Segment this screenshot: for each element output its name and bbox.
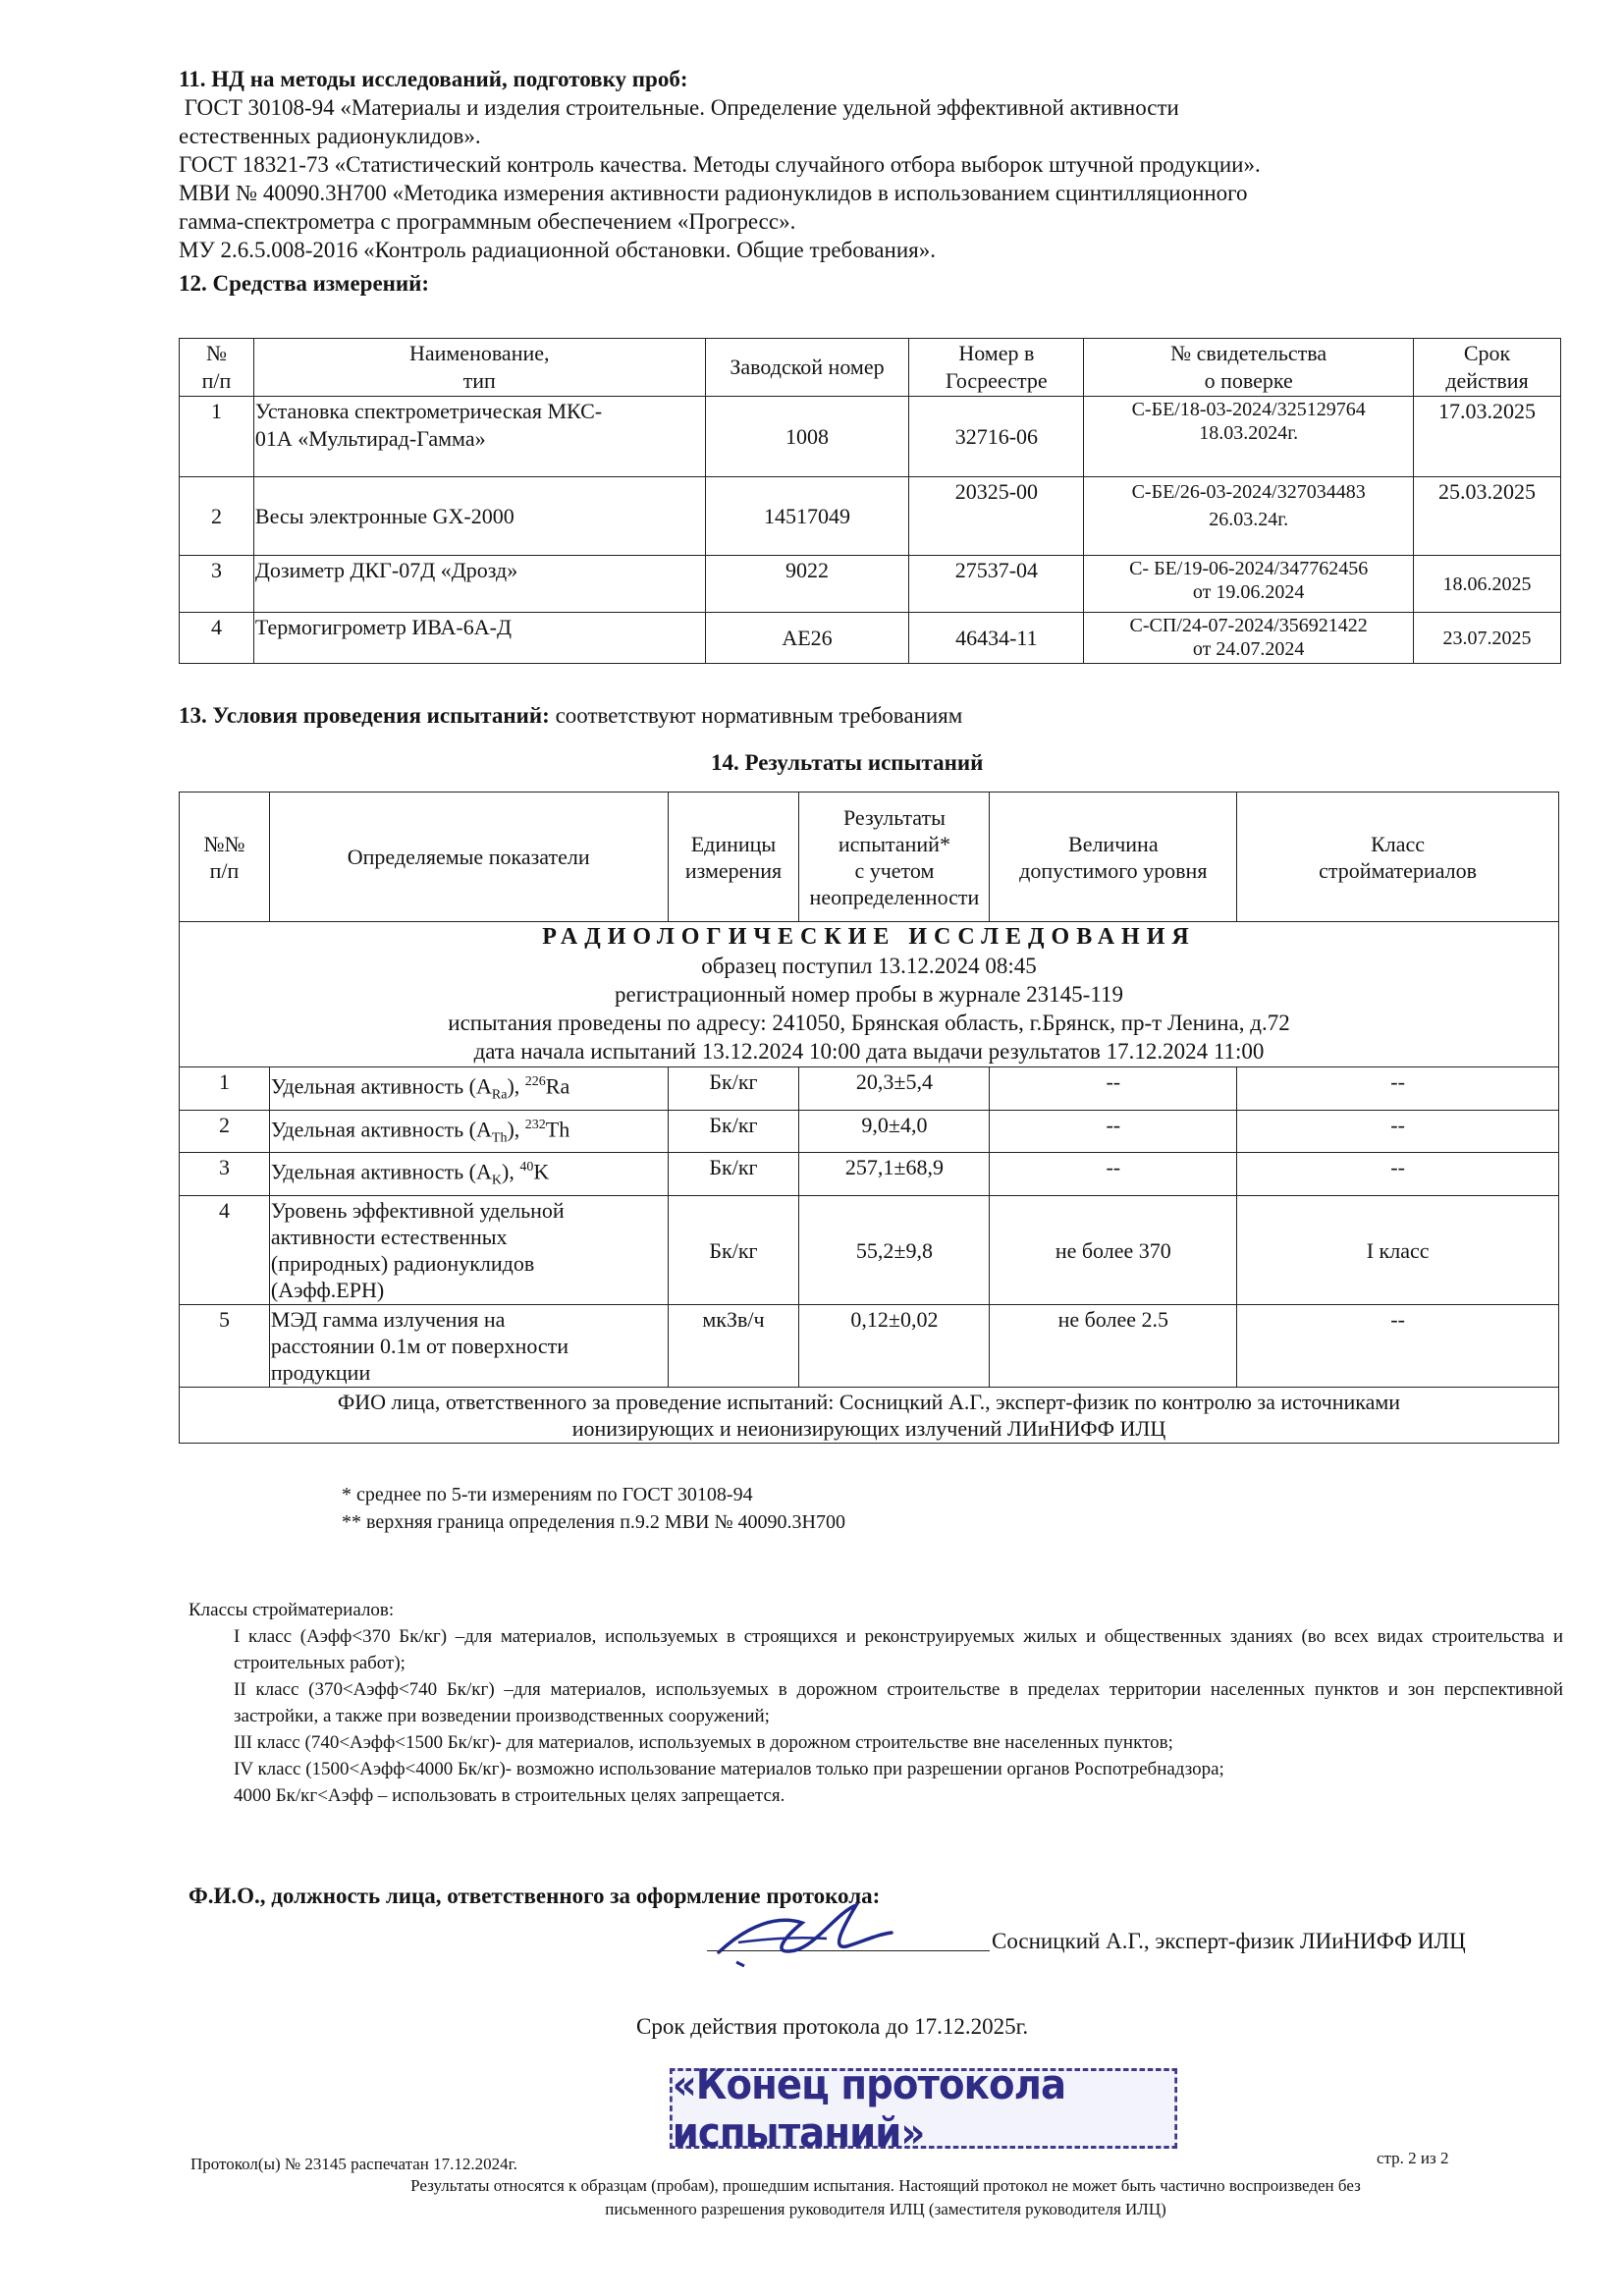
table-row: [180, 477, 1561, 556]
block-line: регистрационный номер пробы в журнале 23145-119: [614, 982, 1123, 1007]
cell-result: 257,1±68,9: [799, 1153, 990, 1196]
cell-limit: --: [990, 1153, 1237, 1196]
footer-disclaimer: [247, 2174, 1524, 2221]
col-header-result: Результаты испытаний* с учетом неопределенности: [799, 793, 990, 922]
col-header-limit: Величина допустимого уровня: [990, 793, 1237, 922]
cell-indicator: МЭД гамма излучения на расстоянии 0.1м от поверхности продукции: [269, 1305, 668, 1388]
table-row: [180, 1153, 1559, 1196]
class-item: III класс (740<Аэфф<1500 Бк/кг)- для материалов, используемых в дорожном строительстве вне населенных пунктов;: [234, 1732, 1173, 1753]
section-13-text: соответствуют нормативным требованиям: [549, 703, 963, 728]
section-12-heading: 12. Средства измерений:: [179, 271, 430, 296]
material-classes: [189, 1597, 1563, 1809]
footnotes: [342, 1481, 845, 1536]
norm-line: гамма-спектрометра с программным обеспечением «Прогресс».: [179, 209, 796, 234]
col-header-indicator: Определяемые показатели: [269, 793, 668, 922]
class-item: IV класс (1500<Аэфф<4000 Бк/кг)- возможно использование материалов только при разрешении органов Роспотребнадзора;: [234, 1759, 1224, 1779]
cell-limit: не более 2.5: [990, 1305, 1237, 1388]
responsible-row: [180, 1388, 1559, 1444]
section-14-heading: 14. Результаты испытаний: [711, 750, 984, 775]
block-line: дата начала испытаний 13.12.2024 10:00 дата выдачи результатов 17.12.2024 11:00: [473, 1039, 1265, 1064]
cell-indicator: Удельная активность $(A_{Ra})$, $^{226}$Ra: [269, 1067, 668, 1111]
cell-certificate: С-БЕ/26-03-2024/327034483 26.03.24г.: [1084, 477, 1414, 556]
section-13-heading: 13. Условия проведения испытаний:: [179, 703, 550, 728]
table-row: [180, 556, 1561, 613]
cell-serial: АЕ26: [705, 613, 909, 664]
norm-line: МУ 2.6.5.008-2016 «Контроль радиационной обстановки. Общие требования».: [179, 238, 936, 262]
signature-name: Сосницкий А.Г., эксперт-физик ЛИиНИФФ ИЛЦ: [992, 1929, 1466, 1953]
class-item: 4000 Бк/кг<Аэфф – использовать в строительных целях запрещается.: [234, 1785, 785, 1806]
cell-validity: 23.07.2025: [1414, 613, 1561, 664]
cell-num: 1: [180, 397, 254, 477]
table-row: [180, 1110, 1559, 1153]
col-header-class: Класс стройматериалов: [1237, 793, 1559, 922]
cell-num: 5: [180, 1305, 270, 1388]
signature-heading: Ф.И.О., должность лица, ответственного за оформление протокола:: [189, 1884, 881, 1908]
cell-serial: 1008: [705, 397, 909, 477]
cell-indicator: Удельная активность $(A_{Th})$, $^{232}$Th: [269, 1110, 668, 1153]
col-header-validity: Срок действия: [1414, 339, 1561, 397]
footer-printed: Протокол(ы) № 23145 распечатан 17.12.2024г.: [190, 2155, 517, 2173]
table-row: [180, 1067, 1559, 1111]
footnote: * среднее по 5-ти измерениям по ГОСТ 30108-94: [342, 1484, 753, 1505]
cell-serial: 14517049: [705, 477, 909, 556]
disclaimer-line: письменного разрешения руководителя ИЛЦ (заместителя руководителя ИЛЦ): [605, 2200, 1166, 2218]
cell-registry: 27537-04: [909, 556, 1084, 613]
class-item: I класс (Аэфф<370 Бк/кг) –для материалов, используемых в строящихся и реконструируемых жилых и общественных зданиях (во всех видах строительства и строительных работ);: [234, 1626, 1563, 1673]
col-header-num: № п/п: [180, 339, 254, 397]
norm-line: естественных радионуклидов».: [179, 124, 481, 148]
col-header-certificate: № свидетельства о поверке: [1084, 339, 1414, 397]
cell-unit: мкЗв/ч: [668, 1305, 799, 1388]
cell-class: --: [1237, 1305, 1559, 1388]
disclaimer-line: Результаты относятся к образцам (пробам), прошедшим испытания. Настоящий протокол не может быть частично воспроизведен без: [410, 2176, 1361, 2195]
cell-class: I класс: [1237, 1196, 1559, 1305]
norm-line: ГОСТ 18321-73 «Статистический контроль качества. Методы случайного отбора выборок штучной продукции».: [179, 152, 1261, 177]
cell-class: --: [1237, 1067, 1559, 1111]
end-of-protocol-stamp: «Конец протокола испытаний»: [670, 2068, 1177, 2149]
table-row: [180, 613, 1561, 664]
cell-num: 2: [180, 1110, 270, 1153]
table-header-row: [180, 339, 1561, 397]
cell-num: 2: [180, 477, 254, 556]
block-line: образец поступил 13.12.2024 08:45: [701, 954, 1037, 978]
cell-indicator: Уровень эффективной удельной активности естественных (природных) радионуклидов (Аэфф.ЕРН): [269, 1196, 668, 1305]
footer-page-number: стр. 2 из 2: [1377, 2149, 1449, 2167]
table-row: [180, 1305, 1559, 1388]
table-header-row: [180, 793, 1559, 922]
cell-class: --: [1237, 1153, 1559, 1196]
cell-num: 1: [180, 1067, 270, 1111]
cell-limit: --: [990, 1067, 1237, 1111]
col-header-registry: Номер в Госреестре: [909, 339, 1084, 397]
cell-name: Дозиметр ДКГ-07Д «Дрозд»: [253, 556, 705, 613]
cell-result: 0,12±0,02: [799, 1305, 990, 1388]
section-13: [179, 703, 962, 729]
cell-limit: не более 370: [990, 1196, 1237, 1305]
results-table: [179, 792, 1559, 1444]
cell-result: 9,0±4,0: [799, 1110, 990, 1153]
cell-certificate: С- БЕ/19-06-2024/347762456 от 19.06.2024: [1084, 556, 1414, 613]
cell-unit: Бк/кг: [668, 1067, 799, 1111]
section-11: [179, 65, 1553, 298]
cell-unit: Бк/кг: [668, 1196, 799, 1305]
protocol-validity: Срок действия протокола до 17.12.2025г.: [636, 2014, 1029, 2039]
col-header-num: №№ п/п: [180, 793, 270, 922]
cell-validity: 25.03.2025: [1414, 477, 1561, 556]
table-row: [180, 397, 1561, 477]
block-title: РАДИОЛОГИЧЕСКИЕ ИССЛЕДОВАНИЯ: [542, 924, 1196, 950]
col-header-serial: Заводской номер: [705, 339, 909, 397]
cell-validity: 18.06.2025: [1414, 556, 1561, 613]
cell-certificate: С-СП/24-07-2024/356921422 от 24.07.2024: [1084, 613, 1414, 664]
cell-registry: 20325-00: [909, 477, 1084, 556]
section-11-heading: 11. НД на методы исследований, подготовку проб:: [179, 67, 688, 91]
cell-name: Термогигрометр ИВА-6А-Д: [253, 613, 705, 664]
cell-limit: --: [990, 1110, 1237, 1153]
norm-line: ГОСТ 30108-94 «Материалы и изделия строительные. Определение удельной эффективной активности: [179, 95, 1179, 120]
cell-result: 55,2±9,8: [799, 1196, 990, 1305]
cell-num: 3: [180, 1153, 270, 1196]
table-row: [180, 1196, 1559, 1305]
norm-line: МВИ № 40090.3Н700 «Методика измерения активности радионуклидов в использованием сцинтилляционного: [179, 181, 1248, 205]
cell-serial: 9022: [705, 556, 909, 613]
cell-registry: 46434-11: [909, 613, 1084, 664]
col-header-unit: Единицы измерения: [668, 793, 799, 922]
cell-num: 4: [180, 613, 254, 664]
cell-registry: 32716-06: [909, 397, 1084, 477]
cell-unit: Бк/кг: [668, 1153, 799, 1196]
cell-name: Установка спектрометрическая МКС- 01А «Мультирад-Гамма»: [253, 397, 705, 477]
cell-class: --: [1237, 1110, 1559, 1153]
instruments-table: [179, 338, 1561, 664]
cell-num: 3: [180, 556, 254, 613]
classes-heading: Классы стройматериалов:: [189, 1600, 395, 1620]
footnote: ** верхняя граница определения п.9.2 МВИ № 40090.3Н700: [342, 1511, 845, 1533]
cell-indicator: Удельная активность $(A_K)$, $^{40}$K: [269, 1153, 668, 1196]
responsible-person: ФИО лица, ответственного за проведение испытаний: Сосницкий А.Г., эксперт-физик по контролю за источниками ионизирующих и неионизирующих излучений ЛИиНИФФ ИЛЦ: [180, 1388, 1559, 1444]
cell-name: Весы электронные GX-2000: [253, 477, 705, 556]
cell-result: 20,3±5,4: [799, 1067, 990, 1111]
block-line: испытания проведены по адресу: 241050, Брянская область, г.Брянск, пр-т Ленина, д.72: [448, 1011, 1290, 1035]
handwritten-signature-icon: [709, 1895, 905, 1984]
block-info: [180, 922, 1559, 1067]
cell-num: 4: [180, 1196, 270, 1305]
class-item: II класс (370<Аэфф<740 Бк/кг) –для материалов, используемых в дорожном строительстве в пределах территории населенных пунктов и зон перспективной застройки, а также при возведении производственных сооружений;: [234, 1679, 1563, 1726]
cell-validity: 17.03.2025: [1414, 397, 1561, 477]
col-header-name: Наименование, тип: [253, 339, 705, 397]
cell-unit: Бк/кг: [668, 1110, 799, 1153]
cell-certificate: С-БЕ/18-03-2024/325129764 18.03.2024г.: [1084, 397, 1414, 477]
block-info-row: [180, 922, 1559, 1067]
